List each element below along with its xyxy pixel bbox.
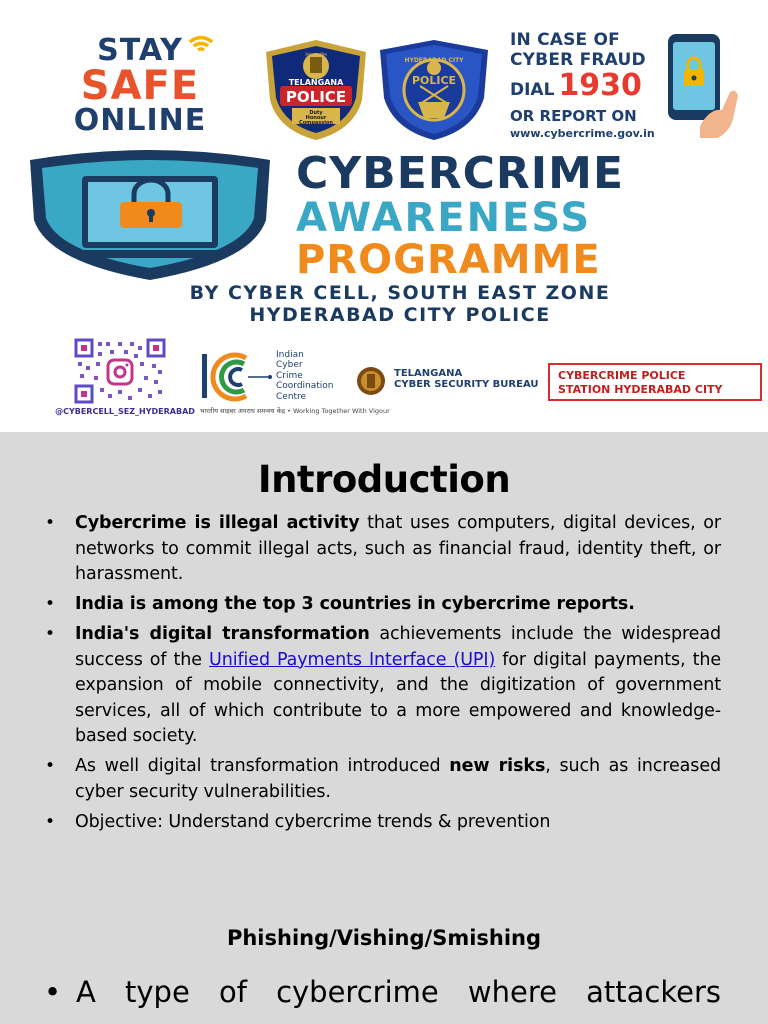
fraud-report-url: www.cybercrime.gov.in: [510, 127, 655, 140]
introduction-slide: [0, 432, 768, 1024]
bullet-dot: •: [45, 624, 55, 644]
tcsb-line1: TELANGANA: [394, 368, 463, 379]
big-bullet-word: where: [467, 975, 557, 1009]
upi-link[interactable]: Unified Payments Interface (UPI): [209, 649, 496, 670]
title-cybercrime: CYBERCRIME: [296, 148, 625, 199]
hyderabad-police-badge-icon: [374, 38, 494, 142]
online-text: ONLINE: [73, 103, 207, 138]
hyd-badge-name2: POLICE: [411, 74, 457, 87]
cps-line2: STATION HYDERABAD CITY: [558, 383, 723, 396]
instagram-qr-code-icon: [74, 338, 166, 404]
list-item: [45, 622, 722, 750]
bullet1-text: that uses computers, digital devices, or networks to commit illegal acts, such as financial fraud, identity theft, or harassment.: [75, 513, 721, 584]
bullet-dot: •: [45, 513, 55, 533]
telangana-police-badge-icon: [258, 38, 374, 142]
intro-bullet-list: [45, 511, 722, 840]
tg-badge-motto1: Duty: [309, 110, 323, 116]
tg-badge-hindi: तेलंगाना पुलिस: [305, 52, 327, 57]
big-bullet-word: attackers: [586, 975, 721, 1009]
bullet3-text-pre: achievements include the widespread success of the: [75, 624, 721, 670]
bullet-dot: •: [45, 594, 55, 614]
tcsb-name: [394, 368, 539, 390]
list-item: [45, 810, 721, 836]
cyber-fraud-helpline: [510, 30, 660, 142]
qr-caption: @CYBERCELL_SEZ_HYDERABAD: [55, 407, 195, 416]
safe-text: SAFE: [80, 63, 200, 109]
bullet4-text-post: , such as increased cyber security vulnerabilities.: [75, 756, 721, 802]
title-programme: PROGRAMME: [296, 237, 601, 283]
slide-title: Introduction: [257, 458, 511, 501]
i4c-line5: Centre: [276, 391, 307, 402]
tg-badge-motto3: Compassion: [299, 120, 333, 126]
organizer-line1: BY CYBER CELL, SOUTH EAST ZONE: [189, 282, 611, 304]
big-bullet-item: [44, 972, 724, 1012]
tcsb-emblem-icon: [354, 366, 388, 396]
i4c-line2: Cyber: [276, 360, 303, 371]
fraud-line1: IN CASE OF: [510, 30, 620, 50]
tcsb-line2: CYBER SECURITY BUREAU: [394, 379, 539, 390]
i4c-logo-icon: [198, 350, 274, 404]
big-bullet-word: A: [76, 975, 96, 1009]
banner: [0, 0, 768, 432]
i4c-line4: Coordination: [276, 381, 334, 392]
big-bullet-text: [76, 972, 721, 1012]
i4c-tagline: भारतीय साइबर अपराध समन्वय केंद्र • Working Together With Vigour: [200, 407, 390, 415]
section-subtitle: Phishing/Vishing/Smishing: [226, 926, 542, 950]
big-bullet-word: type: [125, 975, 190, 1009]
bullet1-bold: Cybercrime is illegal activity: [75, 513, 360, 533]
cps-line1: CYBERCRIME POLICE: [558, 369, 686, 382]
bullet-dot: •: [44, 975, 62, 1009]
stay-safe-logo: [56, 33, 224, 138]
fraud-line3: OR REPORT ON: [510, 107, 637, 125]
bullet3-bold: India's digital transformation: [75, 624, 370, 644]
cybercrime-police-station-label: [548, 363, 762, 401]
bullet4-bold: new risks: [449, 756, 546, 776]
bullet-dot: •: [45, 756, 55, 776]
bullet2-bold: India is among the top 3 countries in cybercrime reports.: [75, 594, 635, 614]
list-item: [45, 754, 721, 805]
hyd-badge-name1: HYDERABAD CITY: [404, 57, 464, 64]
i4c-line1: Indian: [276, 350, 304, 360]
programme-title: [296, 148, 748, 283]
tg-badge-name1: TELANGANA: [288, 78, 344, 87]
shield-laptop-lock-icon: [22, 146, 278, 280]
list-item: [45, 511, 721, 588]
bullet4-text-pre: As well digital transformation introduced: [75, 756, 450, 776]
tg-badge-motto2: Honour: [305, 115, 327, 121]
big-bullet-word: cybercrime: [276, 975, 439, 1009]
fraud-line2: CYBER FRAUD: [510, 50, 646, 70]
list-item: [45, 592, 721, 618]
tg-badge-name2: POLICE: [285, 88, 347, 106]
bullet5-text: Objective: Understand cybercrime trends & prevention: [75, 811, 551, 832]
i4c-line3: Crime: [276, 370, 303, 381]
wifi-icon: [186, 32, 216, 56]
bullet-dot: •: [45, 811, 55, 832]
title-awareness: AWARENESS: [296, 195, 592, 241]
organizer-line2: HYDERABAD CITY POLICE: [249, 304, 551, 326]
stay-text: STAY: [97, 33, 183, 68]
phone-lock-icon: [660, 30, 742, 142]
fraud-helpline-number: 1930: [558, 68, 642, 103]
i4c-name: [276, 350, 334, 402]
big-bullet-word: of: [218, 975, 247, 1009]
bullet3-text-post: for digital payments, the expansion of mobile connectivity, and the digitization of government services, all of which contribute to a more empowered and knowledge-based society.: [75, 649, 722, 746]
fraud-dial-label: DIAL: [510, 80, 555, 100]
